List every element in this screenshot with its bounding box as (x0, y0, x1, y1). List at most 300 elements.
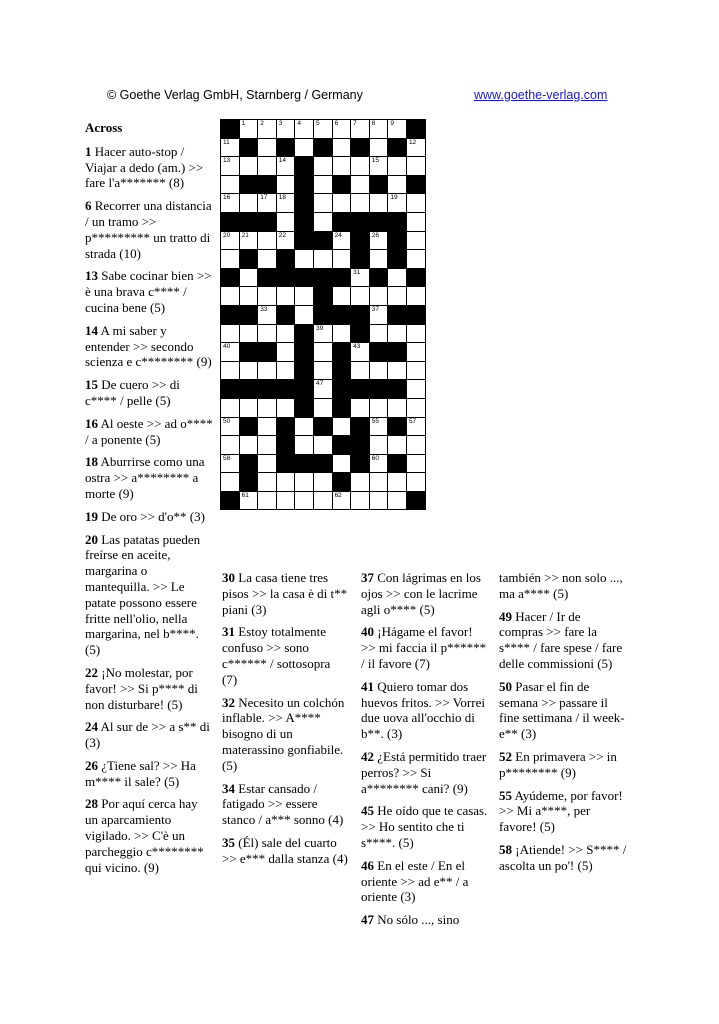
grid-cell[interactable] (258, 491, 277, 510)
cell-number: 25 (353, 231, 361, 239)
grid-block (276, 250, 295, 269)
cell-number: 55 (371, 417, 379, 425)
grid-cell[interactable] (221, 398, 240, 417)
cell-number: 47 (315, 380, 324, 388)
clue-item (222, 781, 348, 828)
grid-cell[interactable] (258, 157, 277, 176)
grid-block (332, 380, 351, 399)
grid-cell[interactable] (276, 212, 295, 231)
grid-cell[interactable] (332, 417, 351, 436)
grid-cell[interactable] (295, 138, 314, 157)
grid-cell[interactable] (351, 268, 370, 287)
grid-cell[interactable] (406, 473, 425, 492)
grid-block (351, 417, 370, 436)
grid-block (276, 380, 295, 399)
grid-block (295, 454, 314, 473)
grid-cell[interactable] (276, 324, 295, 343)
grid-cell[interactable] (406, 436, 425, 455)
grid-block (258, 380, 277, 399)
grid-cell[interactable] (258, 398, 277, 417)
grid-block (406, 491, 425, 510)
grid-cell[interactable] (221, 436, 240, 455)
clue-text: (Él) sale del cuarto >> e*** dalla stanza (4) (222, 834, 348, 866)
grid-cell[interactable] (388, 175, 407, 194)
cell-number: 27 (390, 231, 398, 239)
grid-cell[interactable] (388, 287, 407, 306)
grid-cell[interactable] (276, 157, 295, 176)
grid-row (221, 120, 426, 139)
grid-block (332, 175, 351, 194)
grid-cell[interactable] (221, 231, 240, 250)
cell-number: 52 (278, 417, 287, 425)
clue-item (222, 695, 348, 774)
grid-cell[interactable] (276, 175, 295, 194)
cell-number: 41 (297, 343, 305, 351)
grid-block (295, 324, 314, 343)
cell-number: 4 (297, 120, 301, 127)
cell-number: 17 (260, 194, 268, 202)
cell-number: 9 (390, 120, 394, 127)
clue-number: 41 (361, 678, 374, 694)
grid-cell[interactable] (388, 361, 407, 380)
clue-text: En el este / En el oriente >> ad e** / a oriente (3) (361, 857, 469, 905)
clue-number: 13 (85, 268, 98, 284)
grid-block (276, 268, 295, 287)
grid-cell[interactable] (406, 380, 425, 399)
grid-cell[interactable] (369, 417, 388, 436)
clue-column-3 (361, 570, 489, 935)
grid-cell[interactable] (258, 138, 277, 157)
copyright-notice: © Goethe Verlag GmbH, Starnberg / Germany (107, 88, 363, 102)
clue-number: 47 (361, 912, 374, 928)
cell-number: 50 (223, 417, 231, 425)
grid-row (221, 343, 426, 362)
grid-cell[interactable] (239, 157, 258, 176)
website-link[interactable]: www.goethe-verlag.com (474, 88, 608, 102)
across-heading: Across (85, 120, 123, 135)
grid-cell[interactable] (351, 287, 370, 306)
grid-cell[interactable] (221, 194, 240, 213)
clue-number: 50 (499, 678, 512, 694)
clue-text: ¡No molestar, por favor! >> Si p**** di non disturbare! (5) (85, 664, 198, 712)
grid-block (295, 231, 314, 250)
cell-number: 33 (260, 305, 268, 313)
grid-block (258, 175, 277, 194)
grid-cell[interactable] (276, 473, 295, 492)
grid-cell[interactable] (351, 398, 370, 417)
cell-number: 49 (371, 380, 379, 388)
grid-block (313, 287, 332, 306)
grid-cell[interactable] (406, 417, 425, 436)
grid-cell[interactable] (369, 324, 388, 343)
grid-block (239, 343, 258, 362)
grid-block (239, 380, 258, 399)
grid-cell[interactable] (313, 194, 332, 213)
grid-cell[interactable] (221, 324, 240, 343)
grid-cell[interactable] (406, 398, 425, 417)
grid-block (369, 175, 388, 194)
grid-cell[interactable] (388, 194, 407, 213)
grid-cell[interactable] (332, 250, 351, 269)
grid-cell[interactable] (351, 157, 370, 176)
grid-block (369, 343, 388, 362)
grid-cell[interactable] (332, 491, 351, 510)
clue-item (222, 624, 348, 687)
grid-cell[interactable] (295, 436, 314, 455)
grid-cell[interactable] (239, 120, 258, 139)
grid-block (388, 343, 407, 362)
grid-block (239, 454, 258, 473)
grid-cell[interactable] (332, 287, 351, 306)
grid-cell[interactable] (313, 250, 332, 269)
grid-cell[interactable] (239, 268, 258, 287)
grid-cell[interactable] (406, 157, 425, 176)
cell-number: 24 (334, 231, 342, 239)
grid-block (295, 268, 314, 287)
clue-text: ¡Atiende! >> S**** / ascolta un po'! (5) (499, 841, 627, 873)
grid-cell[interactable] (221, 473, 240, 492)
grid-cell[interactable] (295, 287, 314, 306)
grid-block (313, 138, 332, 157)
grid-cell[interactable] (406, 324, 425, 343)
grid-row (221, 212, 426, 231)
grid-block (332, 212, 351, 231)
clue-text: ¿Tiene sal? >> Ha m**** il sale? (5) (85, 757, 196, 789)
grid-block (239, 138, 258, 157)
clue-number: 1 (85, 143, 92, 159)
grid-cell[interactable] (313, 380, 332, 399)
grid-block (332, 473, 351, 492)
grid-block (351, 231, 370, 250)
grid-cell[interactable] (332, 324, 351, 343)
grid-cell[interactable] (388, 473, 407, 492)
grid-cell[interactable] (369, 305, 388, 324)
grid-cell[interactable] (295, 120, 314, 139)
grid-block (332, 305, 351, 324)
grid-block (332, 361, 351, 380)
grid-cell[interactable] (313, 120, 332, 139)
grid-cell[interactable] (406, 138, 425, 157)
grid-cell[interactable] (276, 343, 295, 362)
grid-cell[interactable] (406, 454, 425, 473)
grid-block (351, 138, 370, 157)
grid-cell[interactable] (388, 157, 407, 176)
grid-cell[interactable] (258, 473, 277, 492)
clue-text: Ayúdeme, por favor! >> Mi a****, per favore! (5) (499, 787, 623, 835)
grid-block (388, 212, 407, 231)
grid-cell[interactable] (221, 287, 240, 306)
grid-row (221, 324, 426, 343)
grid-cell[interactable] (369, 138, 388, 157)
clue-number: 35 (222, 834, 235, 850)
grid-cell[interactable] (369, 398, 388, 417)
clue-item (499, 679, 627, 742)
grid-cell[interactable] (313, 175, 332, 194)
grid-cell[interactable] (406, 343, 425, 362)
grid-cell[interactable] (239, 231, 258, 250)
grid-cell[interactable] (295, 491, 314, 510)
clue-number: 31 (222, 624, 235, 640)
grid-cell[interactable] (369, 454, 388, 473)
clue-item (85, 144, 213, 191)
grid-cell[interactable] (406, 194, 425, 213)
grid-block (406, 120, 425, 139)
grid-row (221, 417, 426, 436)
clue-number: 16 (85, 415, 98, 431)
grid-cell[interactable] (276, 194, 295, 213)
grid-row (221, 305, 426, 324)
grid-cell[interactable] (258, 250, 277, 269)
grid-cell[interactable] (406, 361, 425, 380)
grid-cell[interactable] (332, 120, 351, 139)
clue-text: Pasar el fin de semana >> passare il fine settimana / il week-e** (3) (499, 678, 625, 742)
clue-item (361, 858, 489, 905)
grid-cell[interactable] (221, 175, 240, 194)
grid-cell[interactable] (351, 473, 370, 492)
clue-item (361, 624, 489, 671)
clue-number: 19 (85, 508, 98, 524)
grid-cell[interactable] (388, 268, 407, 287)
grid-cell[interactable] (276, 398, 295, 417)
grid-cell[interactable] (313, 157, 332, 176)
grid-cell[interactable] (313, 491, 332, 510)
cell-number: 18 (278, 194, 287, 202)
cell-number: 31 (353, 268, 361, 276)
grid-block (388, 380, 407, 399)
grid-cell[interactable] (406, 287, 425, 306)
clue-text: He oído que te casas. >> Ho sentito che ti s****. (5) (361, 803, 488, 850)
grid-cell[interactable] (239, 491, 258, 510)
grid-block (332, 343, 351, 362)
grid-cell[interactable] (406, 212, 425, 231)
grid-cell[interactable] (369, 361, 388, 380)
clue-item (499, 609, 627, 672)
grid-row (221, 250, 426, 269)
grid-cell[interactable] (369, 157, 388, 176)
grid-cell[interactable] (276, 231, 295, 250)
cell-number: 19 (390, 194, 398, 202)
grid-block (313, 231, 332, 250)
grid-cell[interactable] (406, 250, 425, 269)
grid-cell[interactable] (313, 436, 332, 455)
grid-cell[interactable] (221, 454, 240, 473)
grid-block (239, 212, 258, 231)
grid-block (313, 417, 332, 436)
grid-block (313, 454, 332, 473)
grid-block (295, 175, 314, 194)
cell-number: 10 (408, 120, 417, 127)
grid-row (221, 436, 426, 455)
cell-number: 1 (241, 120, 246, 127)
grid-cell[interactable] (332, 231, 351, 250)
grid-block (276, 305, 295, 324)
grid-cell[interactable] (351, 343, 370, 362)
grid-cell[interactable] (258, 417, 277, 436)
grid-block (239, 175, 258, 194)
grid-block (313, 268, 332, 287)
grid-block (388, 250, 407, 269)
grid-cell[interactable] (351, 194, 370, 213)
clue-text: Al sur de >> a s** di (3) (85, 719, 210, 751)
cell-number: 40 (223, 343, 231, 351)
grid-block (295, 194, 314, 213)
grid-block (239, 250, 258, 269)
grid-cell[interactable] (258, 194, 277, 213)
grid-block (276, 454, 295, 473)
grid-cell[interactable] (258, 231, 277, 250)
grid-cell[interactable] (388, 398, 407, 417)
clue-item (222, 570, 348, 617)
grid-cell[interactable] (313, 324, 332, 343)
grid-cell[interactable] (351, 175, 370, 194)
cell-number: 23 (315, 231, 324, 239)
grid-block (221, 268, 240, 287)
grid-cell[interactable] (369, 120, 388, 139)
cell-number: 28 (223, 268, 231, 276)
grid-row (221, 138, 426, 157)
grid-cell[interactable] (369, 436, 388, 455)
grid-cell[interactable] (332, 194, 351, 213)
grid-cell[interactable] (313, 473, 332, 492)
grid-block (295, 343, 314, 362)
grid-cell[interactable] (295, 473, 314, 492)
grid-cell[interactable] (369, 287, 388, 306)
clue-text: En primavera >> in p******** (9) (499, 748, 617, 780)
grid-block (276, 417, 295, 436)
grid-row (221, 194, 426, 213)
grid-cell[interactable] (369, 194, 388, 213)
cell-number: 16 (223, 194, 231, 202)
grid-cell[interactable] (295, 417, 314, 436)
grid-cell[interactable] (239, 398, 258, 417)
grid-cell[interactable] (221, 343, 240, 362)
grid-cell[interactable] (332, 454, 351, 473)
grid-cell[interactable] (239, 361, 258, 380)
crossword-grid (220, 119, 426, 510)
grid-block (388, 417, 407, 436)
grid-cell[interactable] (388, 324, 407, 343)
grid-block (388, 305, 407, 324)
grid-cell[interactable] (369, 473, 388, 492)
grid-cell[interactable] (221, 157, 240, 176)
grid-cell[interactable] (258, 305, 277, 324)
clue-item (85, 377, 213, 409)
grid-block (295, 398, 314, 417)
clue-item (85, 323, 213, 370)
cell-number: 36 (334, 305, 342, 313)
clue-text: De oro >> d'o** (3) (101, 508, 205, 524)
cell-number: 14 (278, 157, 287, 165)
grid-cell[interactable] (351, 361, 370, 380)
cell-number: 13 (223, 157, 231, 165)
grid-cell[interactable] (369, 250, 388, 269)
grid-block (221, 380, 240, 399)
grid-cell[interactable] (258, 361, 277, 380)
grid-cell[interactable] (369, 491, 388, 510)
grid-cell[interactable] (239, 324, 258, 343)
grid-cell[interactable] (295, 250, 314, 269)
clue-text: Necesito un colchón inflable. >> A**** bisogno di un materassino gonfiabile. (5) (222, 694, 345, 773)
cell-number: 61 (241, 491, 249, 499)
grid-cell[interactable] (388, 491, 407, 510)
grid-cell[interactable] (221, 417, 240, 436)
grid-cell[interactable] (276, 120, 295, 139)
grid-cell[interactable] (258, 324, 277, 343)
cell-number: 32 (223, 305, 231, 313)
grid-row (221, 380, 426, 399)
cell-number: 11 (223, 138, 230, 146)
grid-row (221, 268, 426, 287)
clue-text: Estar cansado / fatigado >> essere stanco / a*** sonno (4) (222, 780, 344, 828)
grid-cell[interactable] (406, 231, 425, 250)
grid-cell[interactable] (276, 491, 295, 510)
grid-cell[interactable] (313, 398, 332, 417)
grid-cell[interactable] (313, 212, 332, 231)
cell-number: 57 (408, 417, 417, 425)
grid-cell[interactable] (239, 436, 258, 455)
grid-cell[interactable] (276, 361, 295, 380)
grid-cell[interactable] (258, 287, 277, 306)
grid-cell[interactable] (239, 287, 258, 306)
grid-cell[interactable] (221, 138, 240, 157)
clue-text: también >> non solo ..., ma a**** (5) (499, 570, 623, 601)
grid-row (221, 491, 426, 510)
grid-cell[interactable] (351, 120, 370, 139)
clue-number: 46 (361, 857, 374, 873)
cell-number: 56 (390, 417, 398, 425)
grid-block (295, 157, 314, 176)
grid-block (239, 473, 258, 492)
clue-text: No sólo ..., sino (377, 912, 460, 928)
grid-cell[interactable] (258, 436, 277, 455)
grid-cell[interactable] (332, 138, 351, 157)
grid-cell[interactable] (388, 120, 407, 139)
grid-cell[interactable] (239, 194, 258, 213)
cell-number: 58 (223, 454, 231, 462)
clue-text: Las patatas pueden freírse en aceite, margarina o mantequilla. >> Le patate possono essere fritte nell'olio, nella margarina, nel b****. (5) (85, 531, 201, 658)
grid-row (221, 157, 426, 176)
cell-number: 30 (315, 268, 324, 276)
clue-text: Aburrirse como una ostra >> a******** a morte (9) (85, 454, 205, 501)
clue-text: ¡Hágame el favor! >> mi faccia il p****** / il favore (7) (361, 624, 487, 671)
clue-text: Hacer / Ir de compras >> fare la s**** / fare spese / fare delle commissioni (5) (499, 608, 623, 671)
grid-block (351, 305, 370, 324)
grid-cell[interactable] (388, 436, 407, 455)
clue-item (85, 532, 213, 658)
cell-number: 26 (371, 231, 379, 239)
grid-block (351, 380, 370, 399)
grid-cell[interactable] (276, 287, 295, 306)
grid-cell[interactable] (313, 361, 332, 380)
cell-number: 22 (278, 231, 287, 239)
clue-item (361, 803, 489, 850)
clue-number: 49 (499, 608, 512, 624)
grid-cell[interactable] (369, 231, 388, 250)
grid-cell[interactable] (351, 491, 370, 510)
grid-cell[interactable] (295, 305, 314, 324)
grid-cell[interactable] (313, 343, 332, 362)
grid-cell[interactable] (221, 250, 240, 269)
cell-number: 43 (353, 343, 361, 351)
grid-block (388, 231, 407, 250)
grid-cell[interactable] (258, 454, 277, 473)
grid-block (332, 268, 351, 287)
grid-cell[interactable] (332, 157, 351, 176)
grid-cell[interactable] (258, 120, 277, 139)
cell-number: 59 (278, 454, 287, 462)
grid-cell[interactable] (221, 361, 240, 380)
grid-block (221, 491, 240, 510)
